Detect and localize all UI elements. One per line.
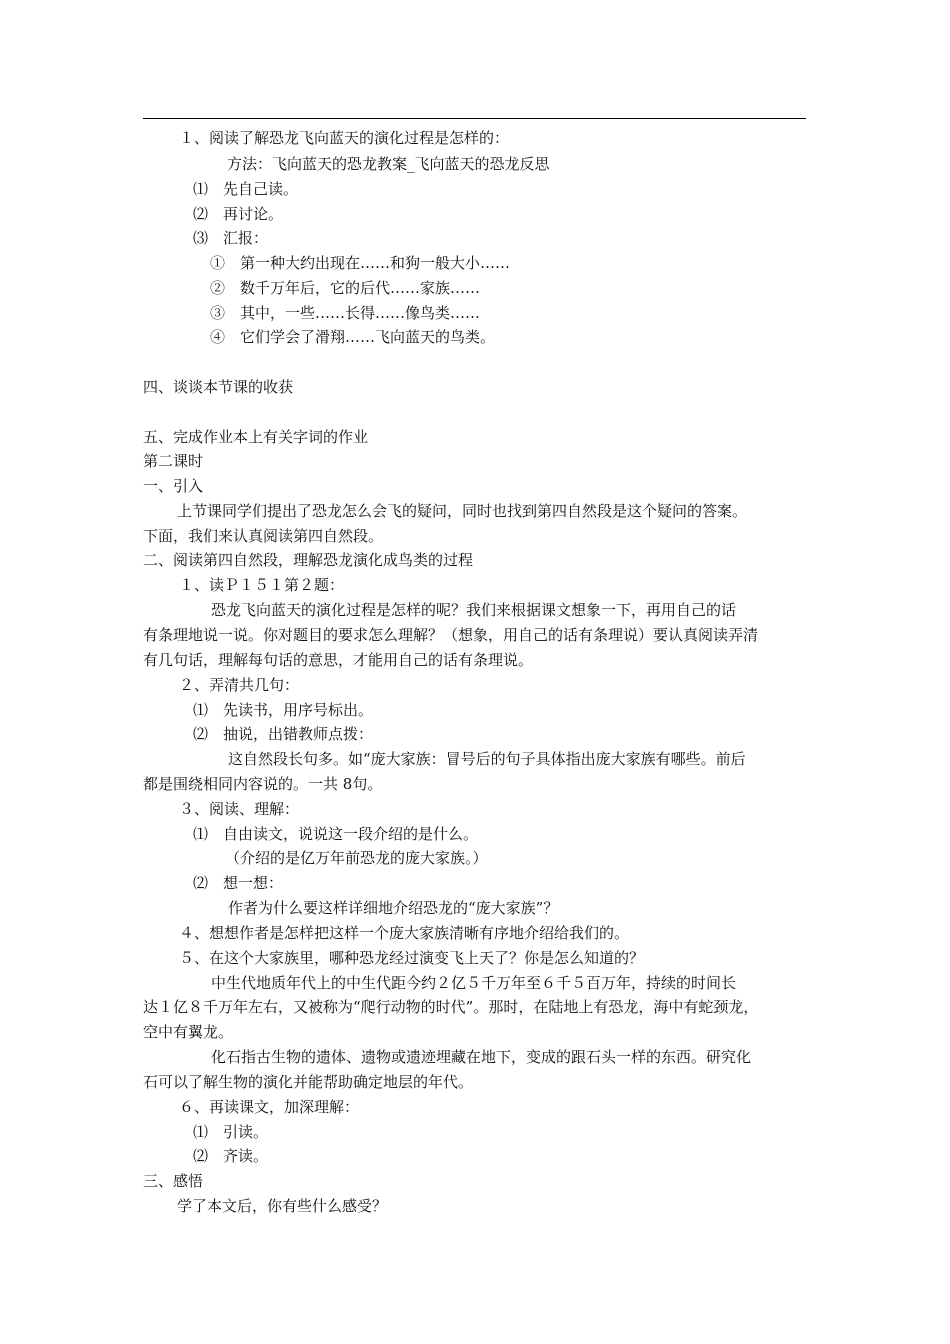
paragraph-line: 下面，我们来认真阅读第四自然段。 (143, 527, 384, 545)
sub-list-item: ② 数千万年后，它的后代……家族…… (210, 279, 481, 297)
paragraph-line: 中生代地质年代上的中生代距今约２亿５千万年至６千５百万年，持续的时间长 (211, 974, 737, 992)
list-item: ⑵ 抽说，出错教师点拨： (193, 725, 374, 743)
paragraph-line: 化石指古生物的遗体、遗物或遗迹埋藏在地下，变成的跟石头一样的东西。研究化 (211, 1048, 752, 1066)
section-heading: 一、引入 (143, 477, 204, 495)
section-heading: 四、谈谈本节课的收获 (143, 378, 294, 396)
paragraph-line: 达１亿８千万年左右，又被称为“爬行动物的时代”。那时，在陆地上有恐龙，海中有蛇颈龙， (143, 998, 759, 1016)
step-heading: ５、在这个大家族里，哪种恐龙经过演变飞上天了？你是怎么知道的？ (179, 949, 645, 967)
step-heading: １、读Ｐ１５１第２题： (179, 576, 345, 594)
list-item: ⑵ 再讨论。 (193, 205, 284, 223)
step-heading: ３、阅读、理解： (179, 800, 300, 818)
section-heading: 二、阅读第四自然段，理解恐龙演化成鸟类的过程 (143, 551, 474, 569)
header-rule (143, 118, 806, 119)
list-item: ⑶ 汇报： (193, 229, 269, 247)
list-item: ⑴ 引读。 (193, 1123, 269, 1141)
list-item: ⑵ 想一想： (193, 874, 284, 892)
section-heading: 五、完成作业本上有关字词的作业 (143, 428, 369, 446)
list-item: ⑴ 自由读文，说说这一段介绍的是什么。 (193, 825, 479, 843)
list-item: ⑵ 齐读。 (193, 1147, 269, 1165)
list-item: ⑴ 先读书，用序号标出。 (193, 701, 374, 719)
sub-list-item: ① 第一种大约出现在……和狗一般大小…… (210, 254, 511, 272)
step-1-heading: １、阅读了解恐龙飞向蓝天的演化过程是怎样的： (179, 129, 510, 147)
section-heading: 三、感悟 (143, 1172, 204, 1190)
paragraph-line: 石可以了解生物的演化并能帮助确定地层的年代。 (143, 1073, 474, 1091)
sub-list-item: ③ 其中，一些……长得……像鸟类…… (210, 304, 481, 322)
step-heading: ４、想想作者是怎样把这样一个庞大家族清晰有序地介绍给我们的。 (179, 924, 630, 942)
step-heading: ２、弄清共几句： (179, 676, 300, 694)
paragraph-line: 有几句话，理解每句话的意思，才能用自己的话有条理说。 (143, 651, 534, 669)
step-heading: ６、再读课文，加深理解： (179, 1098, 360, 1116)
paragraph-line: 空中有翼龙。 (143, 1023, 234, 1041)
paragraph-line: 这自然段长句多。如“庞大家族：冒号后的句子具体指出庞大家族有哪些。前后 (228, 750, 746, 768)
answer-line: （介绍的是亿万年前恐龙的庞大家族。） (225, 849, 488, 867)
list-item: ⑴ 先自己读。 (193, 180, 299, 198)
paragraph-line: 恐龙飞向蓝天的演化过程是怎样的呢？我们来根据课文想象一下，再用自己的话 (211, 601, 737, 619)
paragraph-line: 作者为什么要这样详细地介绍恐龙的“庞大家族”？ (228, 899, 559, 917)
method-line: 方法：飞向蓝天的恐龙教案_飞向蓝天的恐龙反思 (227, 155, 550, 173)
lesson-heading: 第二课时 (143, 452, 204, 470)
paragraph-line: 都是围绕相同内容说的。一共 8句。 (143, 775, 383, 793)
paragraph-line: 上节课同学们提出了恐龙怎么会飞的疑问，同时也找到第四自然段是这个疑问的答案。 (177, 502, 748, 520)
paragraph-line: 有条理地说一说。你对题目的要求怎么理解？（想象，用自己的话有条理说）要认真阅读弄清 (143, 626, 759, 644)
paragraph-line: 学了本文后，你有些什么感受？ (177, 1197, 388, 1215)
sub-list-item: ④ 它们学会了滑翔……飞向蓝天的鸟类。 (210, 328, 496, 346)
